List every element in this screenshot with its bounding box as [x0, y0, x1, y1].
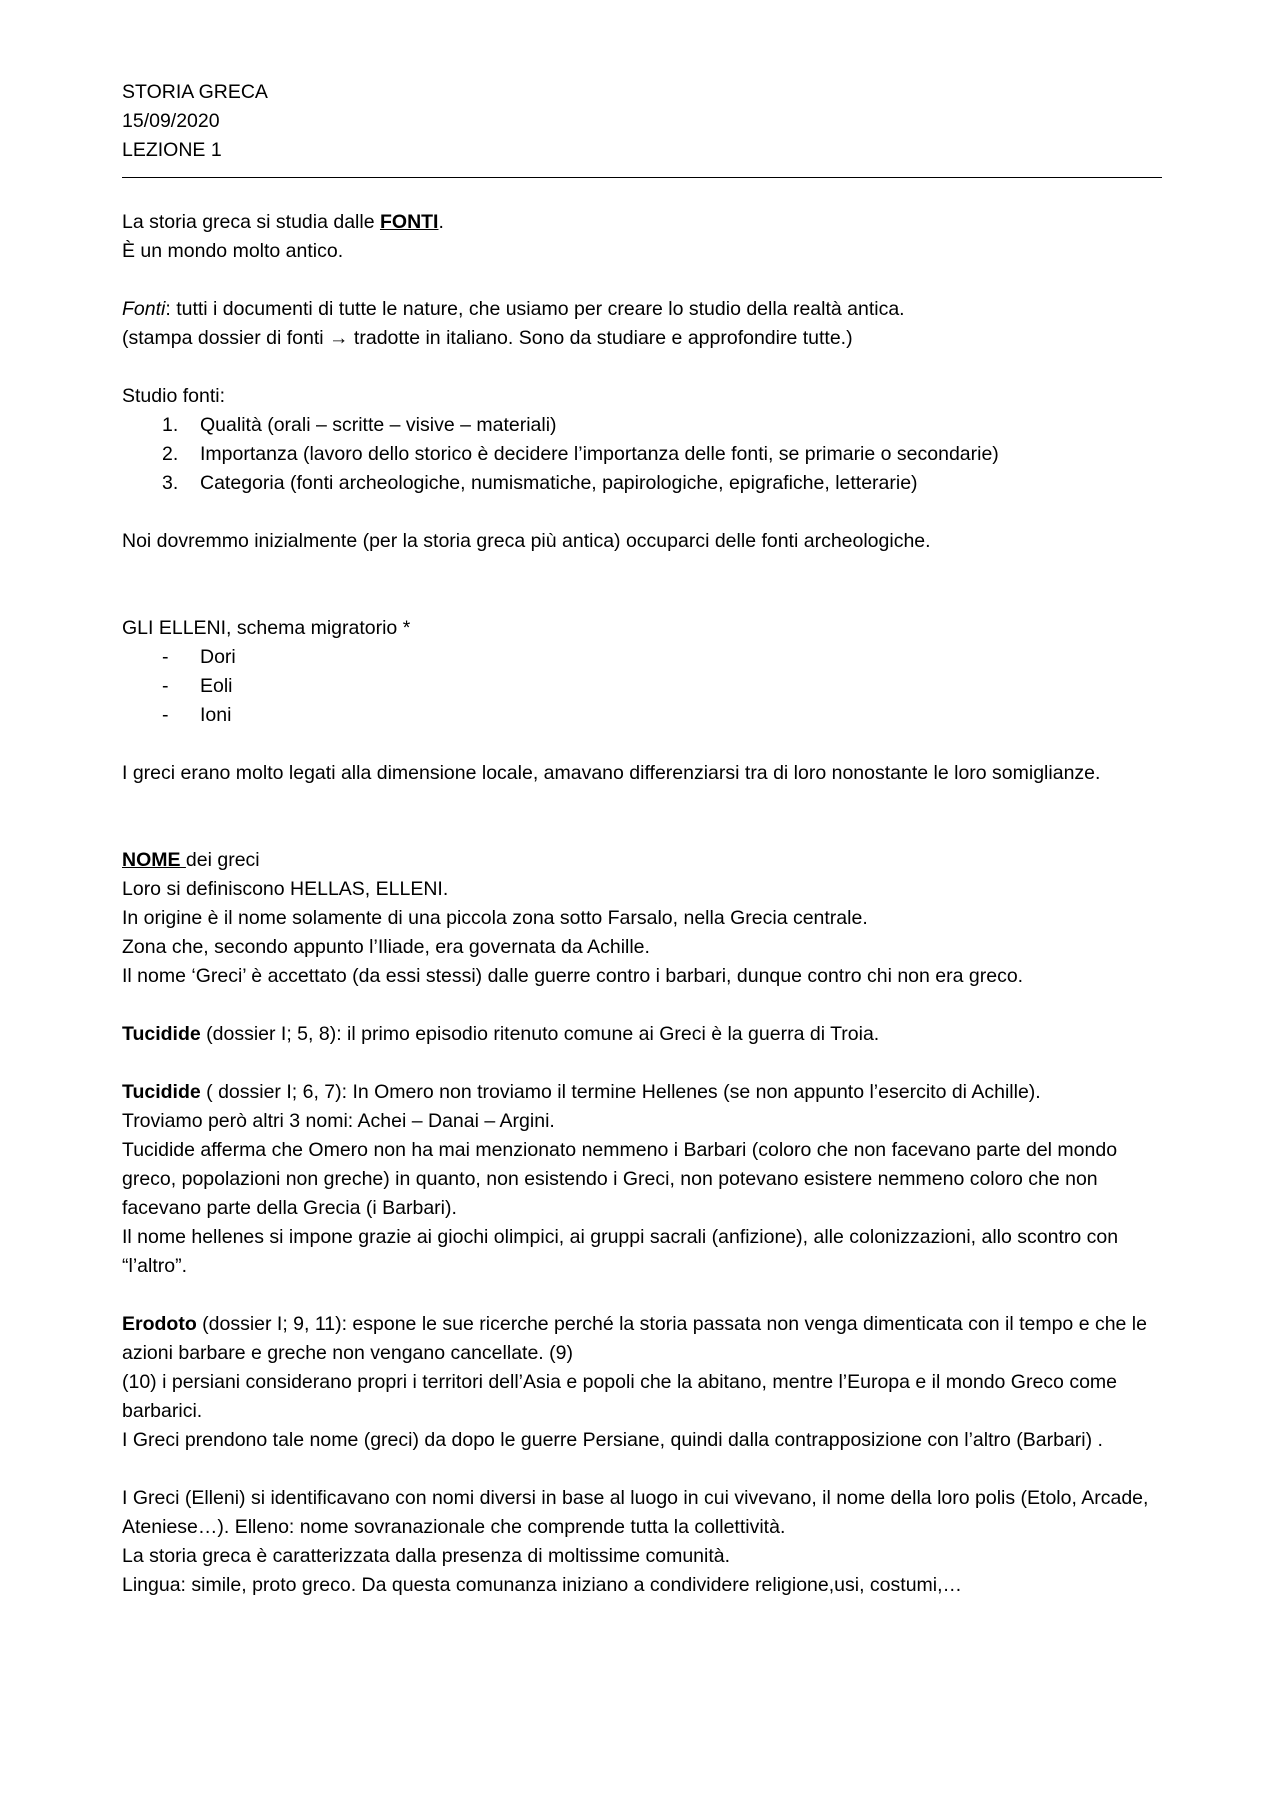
tucidide-line: Tucidide afferma che Omero non ha mai menzionato nemmeno i Barbari (coloro che non facevano parte del mondo greco, popolazioni non greche) in quanto, non esistendo i Greci, non potevano esistere nemmeno coloro che non facevano parte della Grecia (i Barbari).: [122, 1139, 1118, 1219]
elleni-note: I greci erano molto legati alla dimensione locale, amavano differenziarsi tra di loro nonostante le loro somiglianze.: [122, 762, 1101, 784]
erodoto-line: (10) i persiani considerano propri i territori dell’Asia e popoli che la abitano, mentre l’Europa e il mondo Greco come barbarici.: [122, 1371, 1118, 1422]
list-item: - Dori: [162, 646, 236, 668]
right-arrow-icon: →: [329, 327, 349, 349]
nome-line: Loro si definiscono HELLAS, ELLENI.: [122, 878, 449, 900]
nome-line: Zona che, secondo appunto l’Iliade, era governata da Achille.: [122, 936, 650, 958]
list-item: 1. Qualità (orali – scritte – visive – materiali): [162, 414, 557, 436]
fonti-keyword: FONTI: [379, 211, 439, 233]
erodoto-line: I Greci prendono tale nome (greci) da dopo le guerre Persiane, quindi dalla contrapposizione con l’altro (Barbari) .: [122, 1429, 1103, 1451]
erodoto-citation: Erodoto (dossier I; 9, 11): espone le sue ricerche perché la storia passata non venga dimenticata con il tempo e che le azioni barbare e greche non vengano cancellate. (9): [122, 1313, 1147, 1364]
list-item: - Eoli: [162, 675, 233, 697]
fonti-definition: Fonti: tutti i documenti di tutte le nature, che usiamo per creare lo studio della realtà antica.: [122, 298, 905, 320]
elleni-title: GLI ELLENI, schema migratorio *: [122, 617, 411, 639]
fonti-archeologiche-note: Noi dovremmo inizialmente (per la storia greca più antica) occuparci delle fonti archeologiche.: [122, 530, 931, 552]
document-page: [122, 78, 1162, 1600]
conclusion-line: I Greci (Elleni) si identificavano con nomi diversi in base al luogo in cui vivevano, il nome della loro polis (Etolo, Arcade, Ateniese…). Elleno: nome sovranazionale che comprende tutta la collettività.: [122, 1487, 1149, 1538]
list-item: - Ioni: [162, 704, 232, 726]
fonti-note: (stampa dossier di fonti → tradotte in italiano. Sono da studiare e approfondire tutte.): [122, 327, 853, 349]
list-item: 3. Categoria (fonti archeologiche, numismatiche, papirologiche, epigrafiche, letterarie): [162, 472, 918, 494]
lesson-date: 15/09/2020: [122, 110, 220, 132]
tucidide-line: Il nome hellenes si impone grazie ai giochi olimpici, ai gruppi sacrali (anfizione), alle colonizzazioni, allo scontro con “l’altro”.: [122, 1226, 1119, 1277]
nome-title: NOME dei greci: [122, 849, 260, 871]
conclusion-line: Lingua: simile, proto greco. Da questa comunanza iniziano a condividere religione,usi, costumi,…: [122, 1574, 963, 1596]
conclusion-line: La storia greca è caratterizzata dalla presenza di moltissime comunità.: [122, 1545, 731, 1567]
studio-fonti-title: Studio fonti:: [122, 385, 225, 407]
fonti-term: Fonti: [122, 298, 166, 320]
tucidide-citation-1: Tucidide (dossier I; 5, 8): il primo episodio ritenuto comune ai Greci è la guerra di Troia.: [122, 1023, 880, 1045]
intro-line-2: È un mondo molto antico.: [122, 240, 344, 262]
course-title: STORIA GRECA: [122, 81, 268, 103]
list-item: 2. Importanza (lavoro dello storico è decidere l’importanza delle fonti, se primarie o secondarie): [162, 443, 999, 465]
nome-line: In origine è il nome solamente di una piccola zona sotto Farsalo, nella Grecia centrale.: [122, 907, 868, 929]
header-divider: [122, 177, 1162, 178]
tucidide-line: Troviamo però altri 3 nomi: Achei – Danai – Argini.: [122, 1110, 555, 1132]
studio-fonti-list: [122, 411, 1162, 498]
nome-line: Il nome ‘Greci’ è accettato (da essi stessi) dalle guerre contro i barbari, dunque contro chi non era greco.: [122, 965, 1024, 987]
elleni-list: [122, 643, 1162, 730]
intro-line-1: La storia greca si studia dalle FONTI.: [122, 211, 444, 233]
lesson-number: LEZIONE 1: [122, 139, 222, 161]
tucidide-citation-2: Tucidide ( dossier I; 6, 7): In Omero non troviamo il termine Hellenes (se non appunto l’esercito di Achille).: [122, 1081, 1041, 1103]
